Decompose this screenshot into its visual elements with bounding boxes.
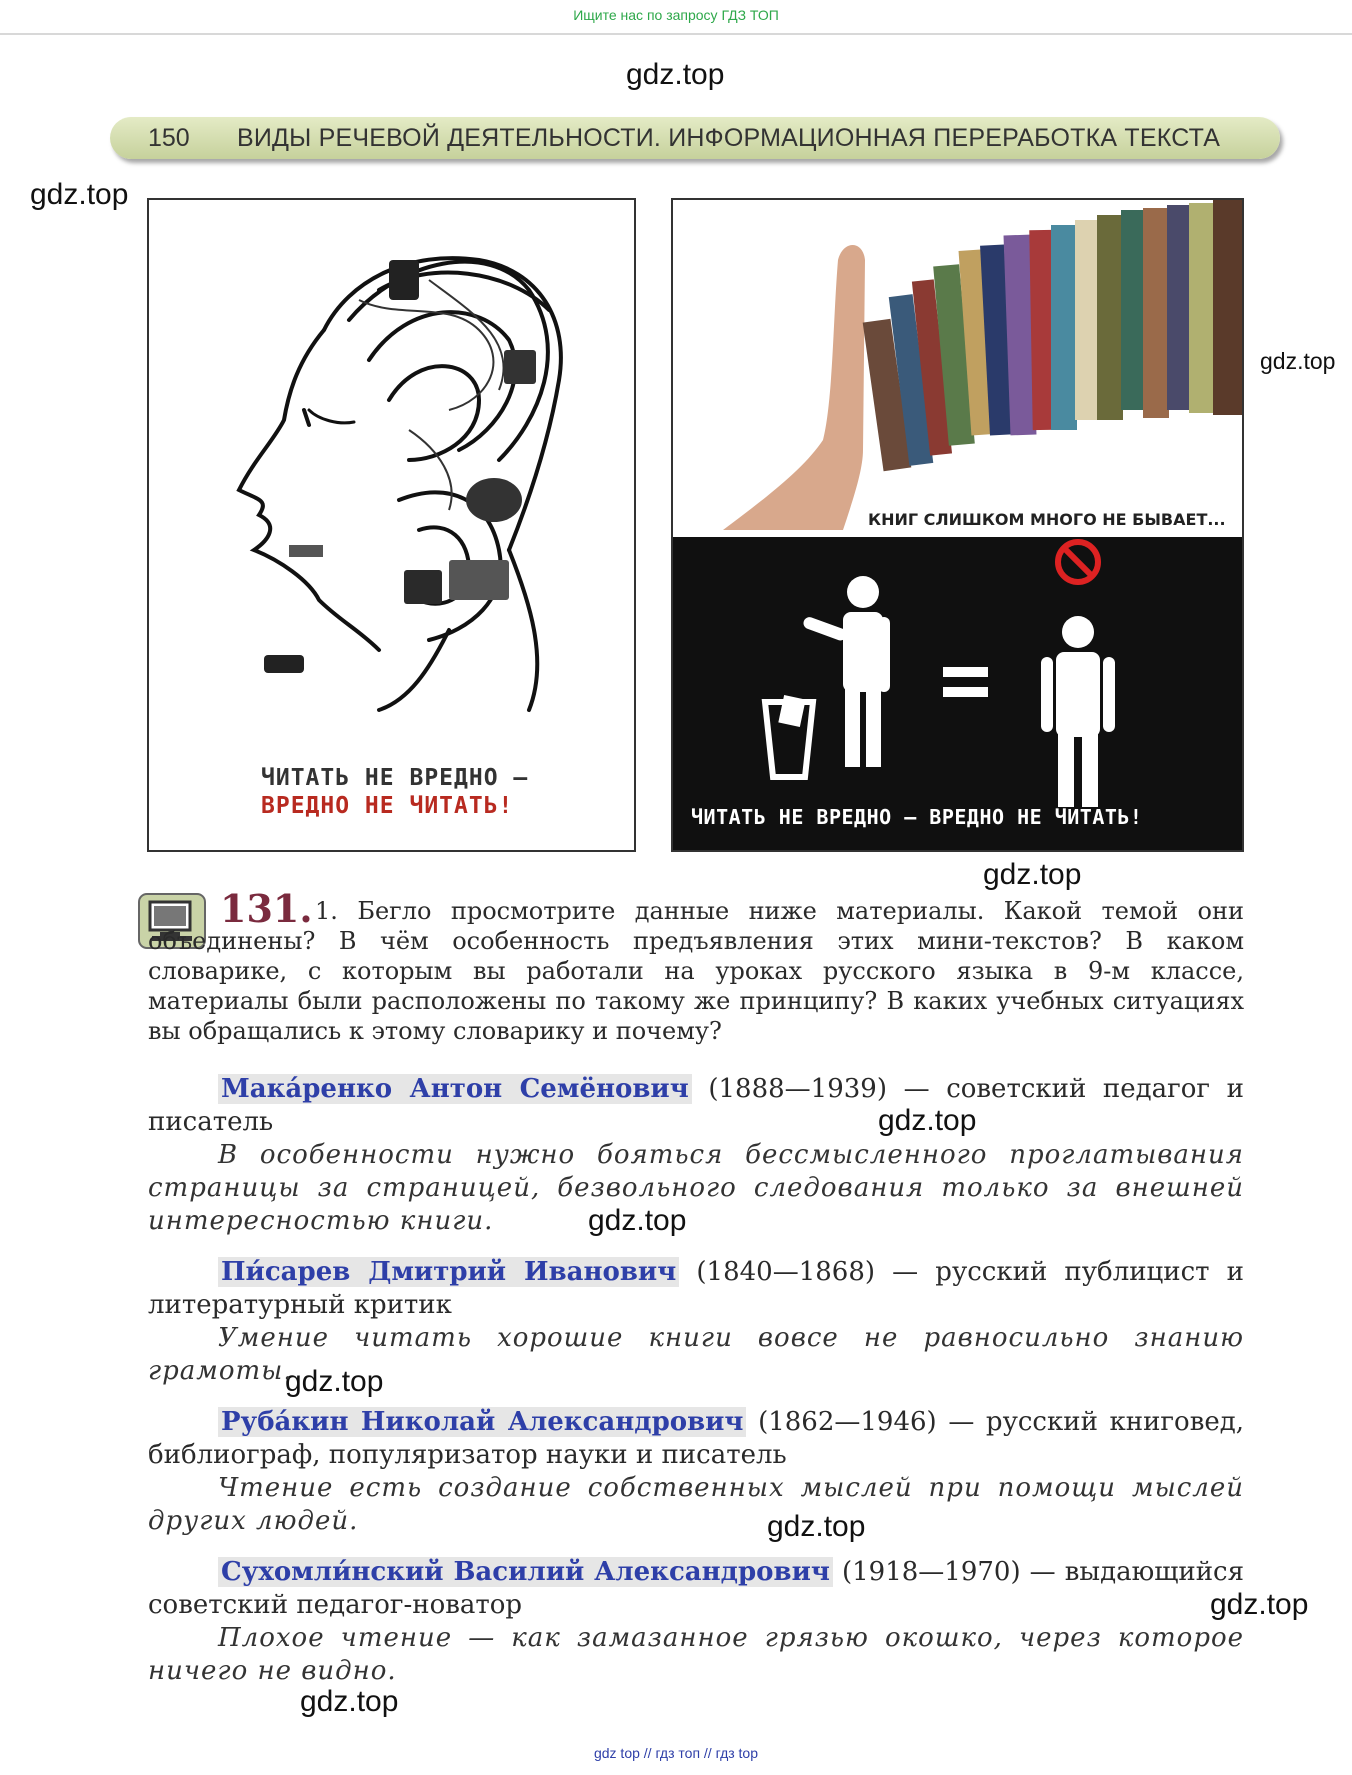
watermark: gdz.top bbox=[1210, 1588, 1309, 1621]
pictogram-illustration bbox=[673, 537, 1244, 850]
watermark: gdz.top bbox=[30, 178, 129, 211]
watermark: gdz.top bbox=[285, 1365, 384, 1398]
page-number: 150 bbox=[148, 124, 190, 152]
entry-description: (1888—1939) — советский педагог и писатель bbox=[148, 1074, 1244, 1137]
poster-left-line1: ЧИТАТЬ НЕ ВРЕДНО — bbox=[261, 765, 529, 791]
poster-right-bottom-caption: ЧИТАТЬ НЕ ВРЕДНО — ВРЕДНО НЕ ЧИТАТЬ! bbox=[691, 805, 1143, 829]
watermark: gdz.top bbox=[300, 1685, 399, 1718]
entry-description: (1918—1970) — выдающийся советский педагог-новатор bbox=[148, 1557, 1245, 1620]
books-illustration bbox=[673, 200, 1244, 537]
entry-quote: Умение читать хорошие книги вовсе не равносильно знанию грамоты. bbox=[148, 1323, 1244, 1386]
poster-right-top-caption: КНИГ СЛИШКОМ МНОГО НЕ БЫВАЕТ... bbox=[868, 510, 1226, 529]
top-banner bbox=[0, 0, 1352, 35]
entry-name: Пи́сарев Дмитрий Иванович bbox=[218, 1257, 679, 1287]
watermark: gdz.top bbox=[588, 1204, 687, 1237]
watermark: gdz.top bbox=[1260, 348, 1336, 374]
entry-rubakin bbox=[148, 1406, 1244, 1538]
entry-sukhomlinsky bbox=[148, 1556, 1244, 1688]
poster-left-line2: ВРЕДНО НЕ ЧИТАТЬ! bbox=[261, 793, 514, 819]
watermark: gdz.top bbox=[983, 858, 1082, 891]
entry-name: Сухомли́нский Василий Александрович bbox=[218, 1557, 833, 1587]
chapter-title: ВИДЫ РЕЧЕВОЙ ДЕЯТЕЛЬНОСТИ. ИНФОРМАЦИОННАЯ ПЕРЕРАБОТКА ТЕКСТА bbox=[237, 124, 1221, 152]
poster-books bbox=[671, 198, 1244, 852]
footer bbox=[0, 1745, 1352, 1761]
pictogram-panel bbox=[673, 537, 1242, 850]
entry-description: (1862—1946) — русский книговед, библиограф, популяризатор науки и писатель bbox=[148, 1407, 1244, 1470]
entry-quote: В особенности нужно бояться бессмысленного проглатывания страницы за страницей, безвольного следования только за внешней интересностью книги. bbox=[148, 1140, 1244, 1236]
task-text: 1. Бегло просмотрите данные ниже материалы. Какой темой они объединены? В чём особенность предъявления этих мини-текстов? В каком словарике, с которым вы работали на уроках русского языка в 9-м классе, материалы были расположены по такому же принципу? В каких учебных ситуациях вы обращались к этому словарику и почему? bbox=[148, 897, 1244, 1045]
task-number: 131. bbox=[220, 886, 313, 931]
entry-pisarev bbox=[148, 1256, 1244, 1388]
equals-sign: = bbox=[965, 537, 966, 538]
banner-text: Ищите нас по запросу ГДЗ ТОП bbox=[573, 7, 779, 23]
watermark: gdz.top bbox=[626, 58, 725, 91]
entry-quote: Чтение есть создание собственных мыслей при помощи мыслей других людей. bbox=[148, 1473, 1244, 1536]
chapter-header bbox=[110, 117, 1280, 159]
footer-text: gdz top // гдз топ // гдз top bbox=[593, 1745, 759, 1761]
watermark: gdz.top bbox=[878, 1104, 977, 1137]
poster-wires-head bbox=[147, 198, 636, 852]
wires-head-illustration bbox=[149, 200, 634, 720]
poster-left-caption bbox=[261, 765, 528, 819]
entry-makarenko bbox=[148, 1073, 1244, 1238]
entry-description: (1840—1868) — русский публицист и литературный критик bbox=[148, 1257, 1245, 1320]
entry-name: Руба́кин Николай Александрович bbox=[218, 1407, 746, 1437]
entry-name: Мака́ренко Антон Семёнович bbox=[218, 1074, 692, 1104]
entry-quote: Плохое чтение — как замазанное грязью окошко, через которое ничего не видно. bbox=[148, 1623, 1244, 1686]
watermark: gdz.top bbox=[767, 1510, 866, 1543]
